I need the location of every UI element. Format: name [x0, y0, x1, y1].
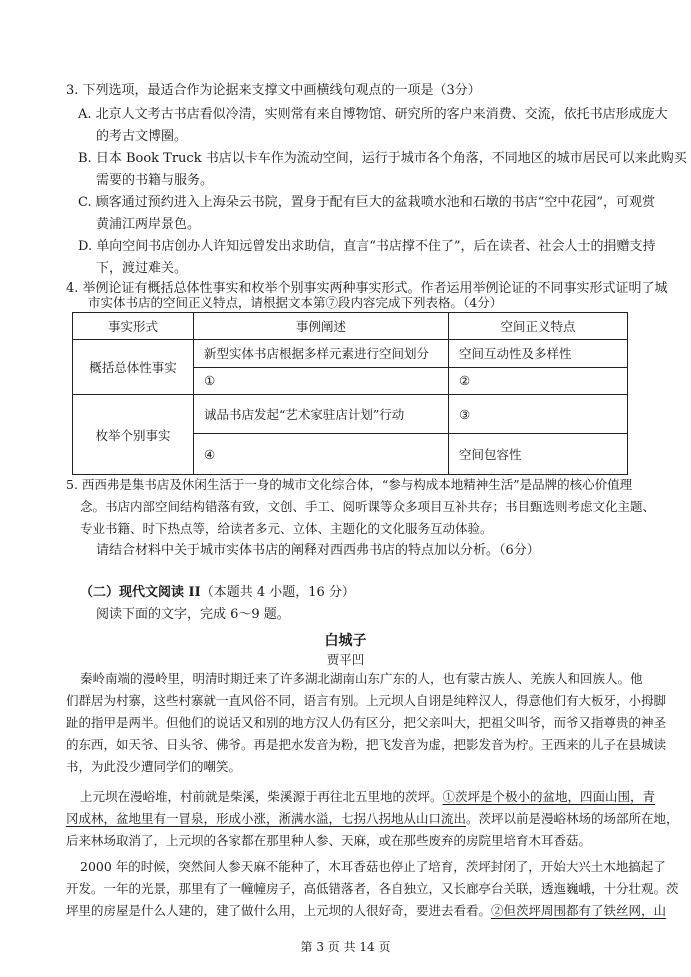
story-line: 后来林场取消了，上元坝的各家都在那里种人参、天麻，或在那些废弃的房院里培育木耳香菇。: [66, 833, 592, 848]
table-cell: ②: [449, 367, 628, 395]
story-title: 白城子: [324, 633, 367, 649]
story-text: 上元坝在漫峪堆，村前就是柴溪，柴溪源于再往北五里地的茨坪。: [80, 789, 443, 804]
story-line: [80, 786, 655, 808]
page-number: 第 3 页 共 14 页: [300, 940, 391, 954]
q5-task: 请结合材料中关于城市实体书店的阐释对西西弗书店的特点加以分析。（6分）: [96, 543, 540, 558]
story-line: 书，为此没少遭同学们的嘲笑。: [66, 759, 242, 774]
story-text: 。茨坪以前是漫峪林场的场部所在地，: [466, 811, 679, 826]
story-author: 贾平凹: [326, 652, 365, 667]
story-line: [66, 900, 666, 922]
table-cell: ③: [449, 395, 628, 434]
underlined-sentence-1: ①茨坪是个极小的盆地，四面山围，青: [442, 789, 656, 804]
q3-option-c-cont: 黄浦江两岸景色。: [96, 217, 201, 232]
story-text: 坪里的房屋是什么人建的，建了做什么用，上元坝的人很好奇，要进去看看。: [66, 903, 492, 918]
table-cell: 空间包容性: [449, 434, 628, 475]
underlined-sentence-2: ②但茨坪周围都有了铁丝网，山: [491, 903, 667, 918]
table-cell: 诚品书店发起“艺术家驻店计划”行动: [194, 395, 449, 434]
table-cell: ④: [194, 434, 449, 475]
table-header: 事实形式: [73, 313, 194, 340]
story-line: 的东西，如天爷、日头爷、佛爷。再是把水发音为粉，把飞发音为虚，把影发音为柠。王西来的儿子在县城读: [66, 737, 667, 752]
q3-option-a: A. 北京人文考古书店看似冷清，实则常有来自博物馆、研究所的客户来消费、交流，依托书店形成庞大: [78, 107, 668, 122]
table-cell: ①: [194, 367, 449, 395]
q3-option-a-cont: 的考古文博圈。: [96, 129, 188, 144]
reading-instruction: 阅读下面的文字，完成 6～9 题。: [96, 607, 290, 622]
story-line: 2000 年的时候，突然间人参天麻不能种了，木耳香菇也停止了培育，茨坪封闭了，开始大兴土木地搞起了: [80, 859, 666, 874]
story-line: 趾的指甲是两半。但他们的说话又和别的地方汉人仍有区分，把父亲叫大，把祖父叫爷，而爷又指尊贵的神圣: [66, 715, 667, 730]
section-title: （二）现代文阅读 II: [80, 585, 201, 600]
q5-stem: 5. 西西弗是集书店及休闲生活于一身的城市文化综合体，“参与构成本地精神生活”是品牌的核心价值理: [66, 477, 633, 492]
q3-stem: 3. 下列选项，最适合作为论据来支撑文中画横线句观点的一项是（3分）: [66, 83, 481, 98]
table-row: [73, 395, 628, 434]
q3-option-d-cont: 下，渡过难关。: [96, 261, 188, 276]
table-group-label: 枚举个别事实: [73, 395, 194, 475]
q4-stem: 4. 举例论证有概括总体性事实和枚举个别事实两种事实形式。作者运用举例论证的不同事实形式证明了城: [66, 281, 668, 296]
table-cell: 新型实体书店根据多样元素进行空间划分: [194, 340, 449, 368]
q5-stem-line2: 念。书店内部空间结构错落有致，文创、手工、阅听课等众多项目互补共存；书目甄选则考虑文化主题、: [80, 499, 656, 514]
underlined-sentence-1-cont: 冈成林，盆地里有一冒泉，形成小涨，淅满水溢，七拐八拐地从山口流出: [66, 811, 467, 826]
table-cell: 空间互动性及多样性: [449, 340, 628, 368]
section-info: （本题共 4 小题，16 分）: [200, 585, 355, 600]
story-line: 开发。一年的光景，那里有了一幢幢房子，高低错落者，各自独立，又长廊亭台关联，透迤巍峨，十分壮观。茨: [66, 881, 679, 896]
q3-option-b-cont: 需要的书籍与服务。: [96, 173, 214, 188]
story-line: 秦岭南端的漫岭里，明清时期迁来了许多湖北湖南山东广东的人，也有蒙古族人、羌族人和回族人。他: [80, 671, 643, 686]
q3-option-b: B. 日本 Book Truck 书店以卡车作为流动空间，运行于城市各个角落，不同地区的城市居民可以来此购买: [78, 151, 687, 166]
answer-table: [72, 312, 628, 475]
q5-stem-line3: 专业书籍、时下热点等，给读者多元、立体、主题化的文化服务互动体验。: [80, 521, 493, 536]
table-header-row: [73, 313, 628, 340]
q4-stem-cont: 市实体书店的空间正义特点，请根据文本第⑦段内容完成下列表格。（4分）: [88, 295, 503, 310]
q3-option-d: D. 单向空间书店创办人许知远曾发出求助信，直言“书店撑不住了”，后在读者、社会人士的捐赠支持: [78, 239, 656, 254]
q3-option-c: C. 顾客通过预约进入上海朵云书院，置身于配有巨大的盆栽喷水池和石墩的书店“空中花园”，可观赏: [78, 195, 656, 210]
story-line: [66, 808, 679, 830]
table-group-label: 概括总体性事实: [73, 340, 194, 395]
section-heading: [80, 582, 355, 604]
story-line: 们群居为村寨，这些村寨就一直风俗不同，语言有别。上元坝人自诩是纯粹汉人，得意他们有大板牙，小拇脚: [66, 693, 667, 708]
table-row: [73, 340, 628, 368]
table-header: 空间正义特点: [449, 313, 628, 340]
table-header: 事例阐述: [194, 313, 449, 340]
